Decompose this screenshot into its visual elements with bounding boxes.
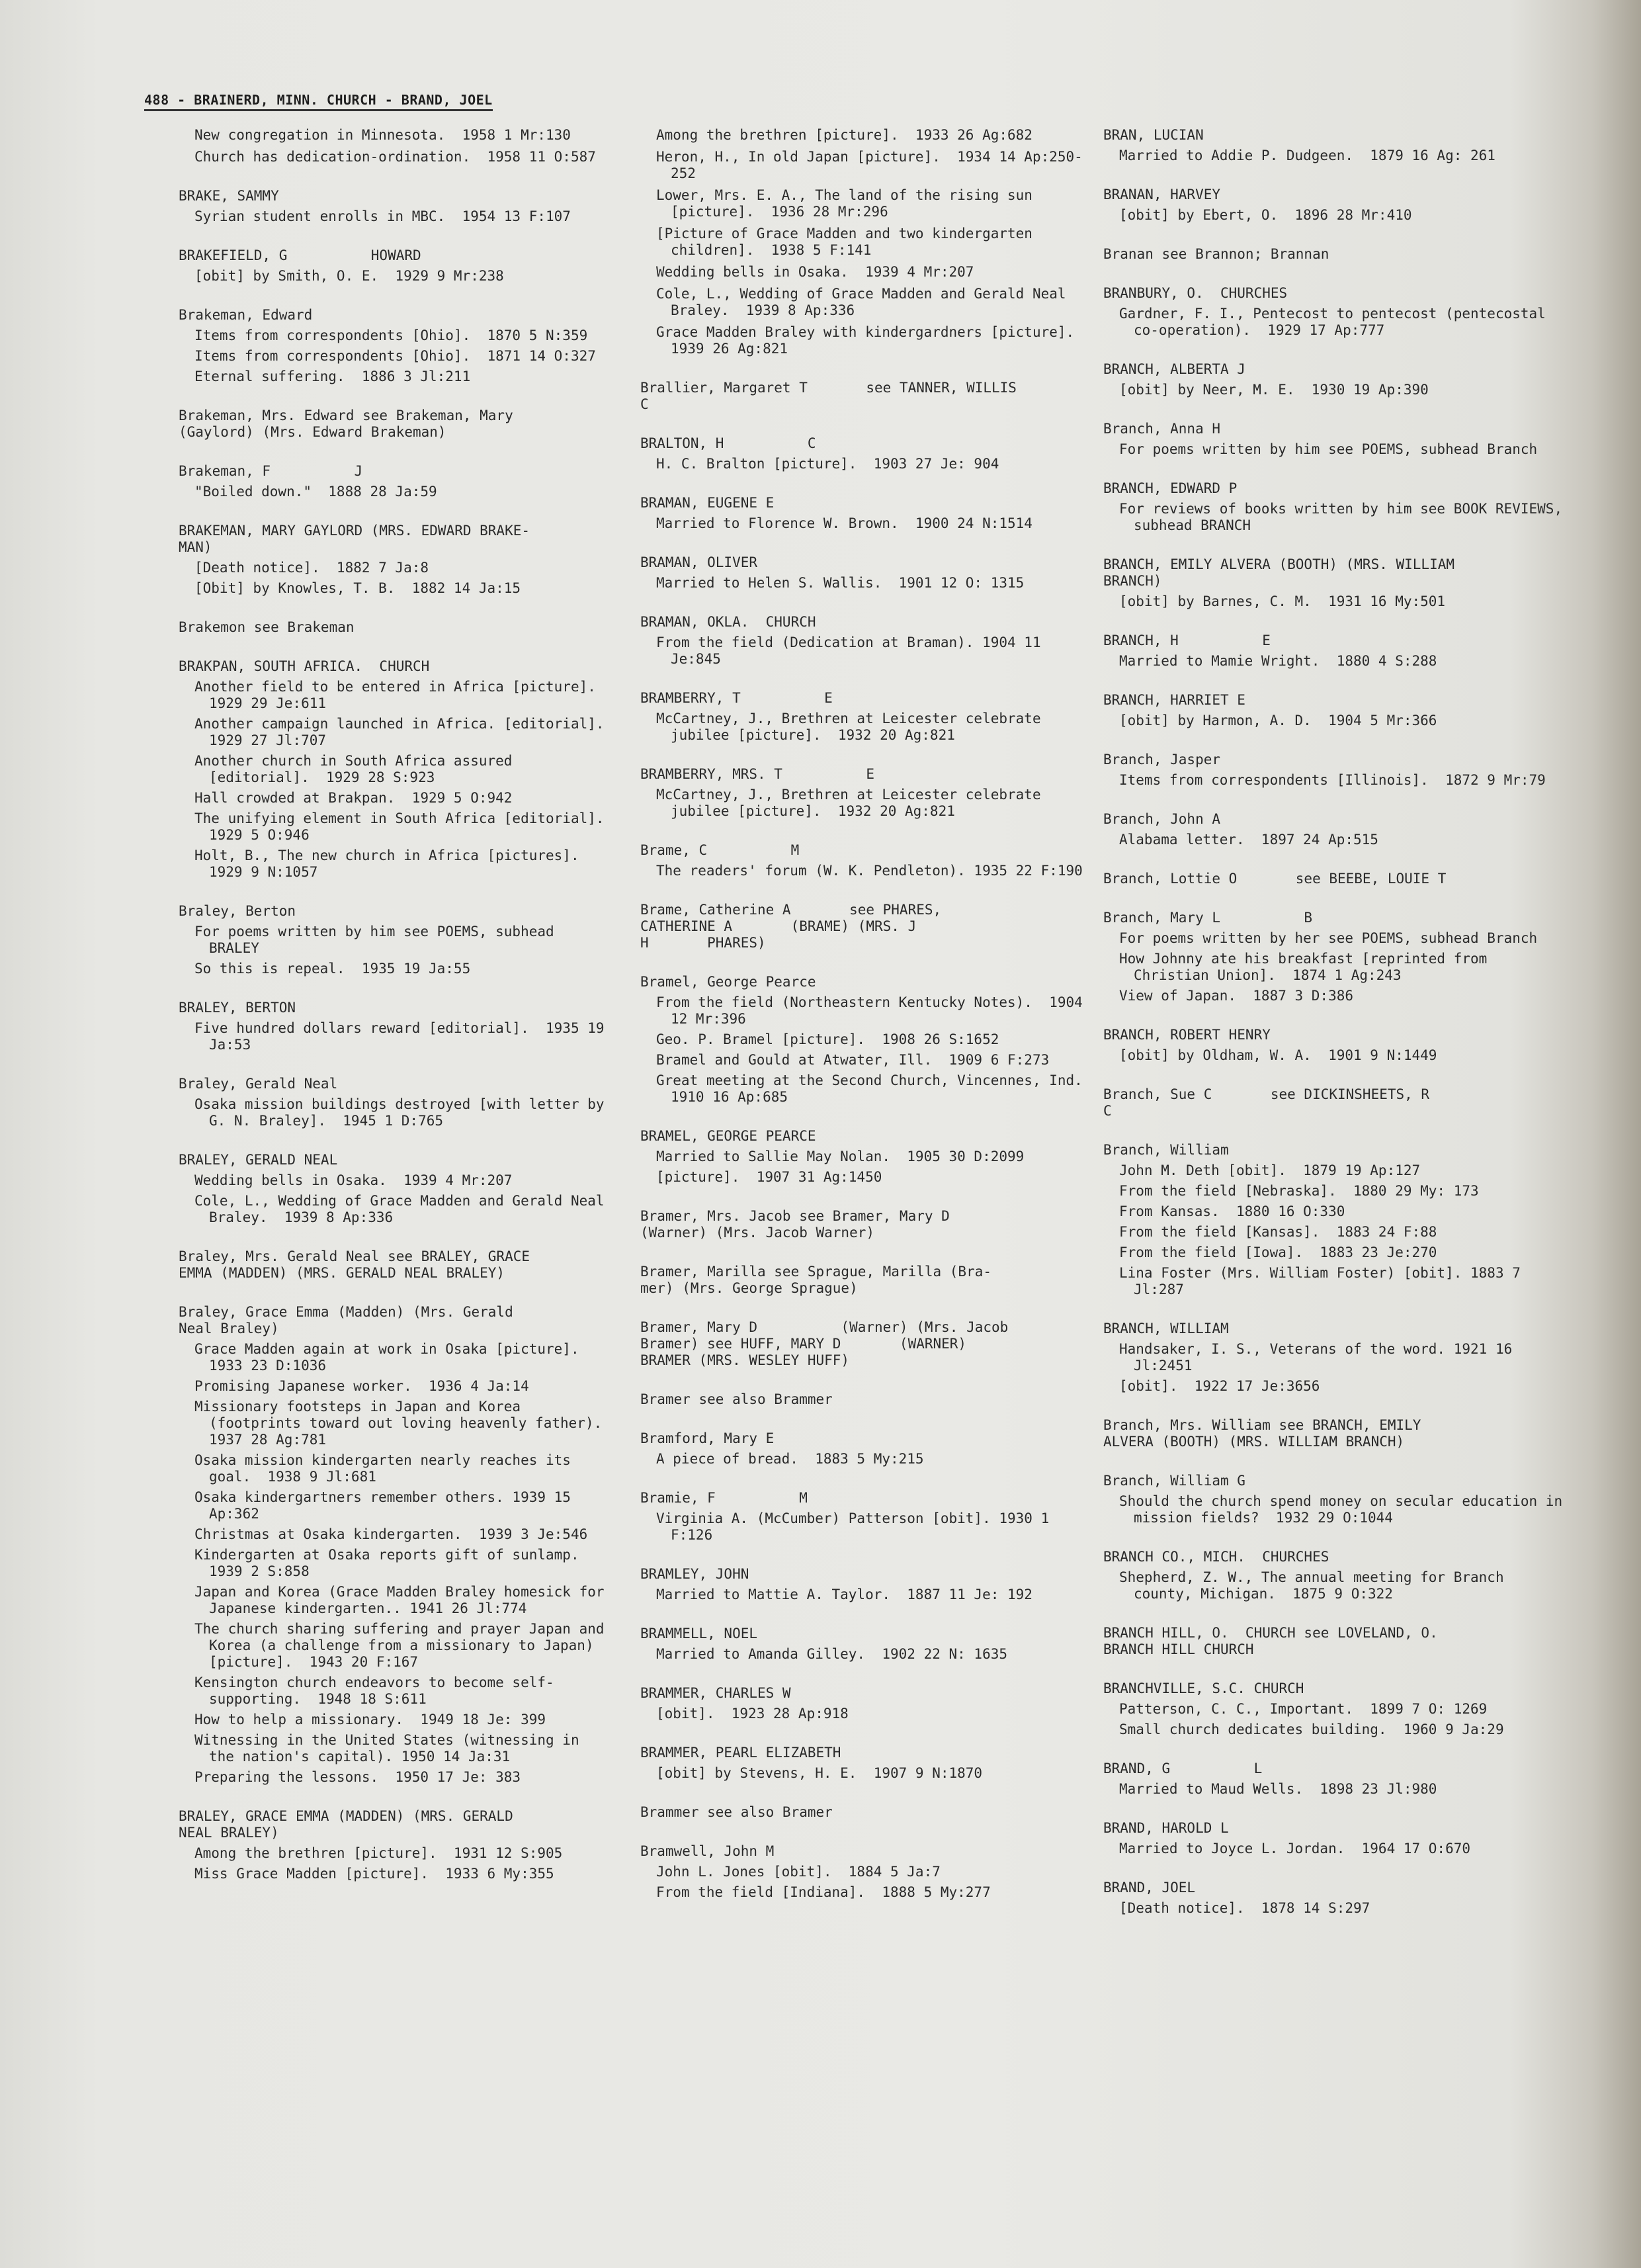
- entry-reference: Married to Maud Wells. 1898 23 Jl:980: [1119, 1781, 1437, 1797]
- entry-reference: Bramel and Gould at Atwater, Ill. 1909 6 F:273: [656, 1052, 1050, 1068]
- entry-heading: Brame, C M: [640, 842, 800, 858]
- entry-heading: BRANAN, HARVEY: [1103, 187, 1221, 202]
- index-entry: [1103, 1321, 1566, 1395]
- index-entry: [179, 1304, 619, 1786]
- entry-reference: From the field (Northeastern Kentucky Notes). 1904 12 Mr:396: [656, 994, 1091, 1027]
- entry-heading: Bramford, Mary E: [640, 1430, 775, 1446]
- index-entry: [1103, 811, 1566, 848]
- entry-reference: Lina Foster (Mrs. William Foster) [obit]. 1883 7 Jl:287: [1119, 1265, 1529, 1297]
- index-entry: [1103, 1549, 1566, 1602]
- entry-heading: BRAKPAN, SOUTH AFRICA. CHURCH: [179, 658, 430, 674]
- entry-heading: BRAKEFIELD, G HOWARD: [179, 247, 421, 263]
- entry-reference: John L. Jones [obit]. 1884 5 Ja:7: [656, 1864, 941, 1880]
- entry-reference: Items from correspondents [Ohio]. 1871 14 O:327: [194, 348, 596, 364]
- index-entry: [1103, 1473, 1571, 1526]
- entry-reference: McCartney, J., Brethren at Leicester celebrate jubilee [picture]. 1932 20 Ag:821: [656, 787, 1050, 819]
- entry-heading: Branan see Brannon; Brannan: [1103, 246, 1329, 262]
- entry-reference: Married to Mattie A. Taylor. 1887 11 Je: 192: [656, 1587, 1032, 1602]
- entry-reference: Kensington church endeavors to become self-supporting. 1948 18 S:611: [194, 1675, 554, 1707]
- entry-reference: Church has dedication-ordination. 1958 11 O:587: [194, 149, 596, 165]
- entry-reference: View of Japan. 1887 3 D:386: [1119, 988, 1354, 1004]
- index-entry: [640, 1430, 1090, 1467]
- entry-reference: Miss Grace Madden [picture]. 1933 6 My:355: [194, 1866, 554, 1882]
- entry-reference: Missionary footsteps in Japan and Korea (footprints toward out loving heavenly father). 1937 28 Ag:781: [194, 1399, 619, 1448]
- entry-heading: BRAMAN, OLIVER: [640, 554, 758, 570]
- entry-heading: Branch, William G: [1103, 1473, 1245, 1489]
- index-entry: [1103, 1086, 1566, 1119]
- entry-heading: BRAMAN, EUGENE E: [640, 495, 775, 511]
- index-entry: [179, 523, 609, 597]
- entry-reference: Patterson, C. C., Important. 1899 7 O: 1269: [1119, 1701, 1488, 1717]
- entry-heading: Braley, Grace Emma (Madden) (Mrs. Gerald Neal Braley): [179, 1304, 513, 1336]
- column-3: [1103, 127, 1571, 1939]
- index-entry: [1103, 910, 1566, 1004]
- index-entry: [179, 127, 609, 165]
- entry-heading: Bramie, F M: [640, 1490, 808, 1506]
- entry-reference: Married to Helen S. Wallis. 1901 12 O: 1315: [656, 575, 1025, 591]
- entry-heading: BRAKE, SAMMY: [179, 188, 279, 204]
- index-entry: [1103, 871, 1566, 887]
- entry-reference: Virginia A. (McCumber) Patterson [obit]. 1930 1 F:126: [656, 1510, 1058, 1543]
- index-entry: [1103, 1142, 1566, 1298]
- entry-heading: Braley, Mrs. Gerald Neal see BRALEY, GRACE EMMA (MADDEN) (MRS. GERALD NEAL BRALEY): [179, 1248, 530, 1281]
- entry-heading: Brakemon see Brakeman: [179, 619, 355, 635]
- index-entry: [640, 1128, 1090, 1186]
- index-entry: [640, 1804, 1090, 1821]
- column-2: [640, 127, 1100, 1923]
- entry-heading: BRAMMER, PEARL ELIZABETH: [640, 1745, 841, 1761]
- entry-heading: BRAKEMAN, MARY GAYLORD (MRS. EDWARD BRAKE- MAN): [179, 523, 530, 555]
- entry-reference: [obit] by Harmon, A. D. 1904 5 Mr:366: [1119, 713, 1437, 728]
- entry-heading: Branch, Mrs. William see BRANCH, EMILY ALVERA (BOOTH) (MRS. WILLIAM BRANCH): [1103, 1417, 1421, 1450]
- entry-reference: From Kansas. 1880 16 O:330: [1119, 1203, 1345, 1219]
- entry-reference: Geo. P. Bramel [picture]. 1908 26 S:1652: [656, 1031, 999, 1047]
- entry-heading: Braley, Berton: [179, 903, 296, 919]
- index-entry: [640, 1685, 1090, 1722]
- entry-reference: Shepherd, Z. W., The annual meeting for Branch county, Michigan. 1875 9 O:322: [1119, 1569, 1513, 1602]
- entry-heading: Branch, Sue C see DICKINSHEETS, R C: [1103, 1086, 1430, 1119]
- entry-reference: Promising Japanese worker. 1936 4 Ja:14: [194, 1378, 529, 1394]
- index-entry: [640, 974, 1100, 1106]
- entry-heading: BRALEY, GERALD NEAL: [179, 1152, 338, 1168]
- index-entry: [1103, 127, 1566, 164]
- entry-reference: Osaka mission buildings destroyed [with letter by G. N. Braley]. 1945 1 D:765: [194, 1096, 613, 1129]
- entry-reference: Syrian student enrolls in MBC. 1954 13 F:107: [194, 208, 571, 224]
- index-entry: [1103, 692, 1566, 729]
- entry-reference: Hall crowded at Brakpan. 1929 5 O:942: [194, 790, 513, 806]
- entry-heading: Branch, Jasper: [1103, 752, 1221, 767]
- entry-heading: BRANCH HILL, O. CHURCH see LOVELAND, O. BRANCH HILL CHURCH: [1103, 1625, 1438, 1657]
- entry-heading: BRAMMER, CHARLES W: [640, 1685, 791, 1701]
- entry-reference: [obit] by Stevens, H. E. 1907 9 N:1870: [656, 1765, 983, 1781]
- entry-reference: Grace Madden Braley with kindergardners [picture]. 1939 26 Ag:821: [656, 324, 1091, 357]
- index-entry: [1103, 187, 1566, 224]
- entry-reference: [Death notice]. 1882 7 Ja:8: [194, 560, 429, 576]
- index-entry: [179, 463, 609, 500]
- entry-reference: [Death notice]. 1878 14 S:297: [1119, 1900, 1370, 1916]
- index-entry: [1103, 1880, 1566, 1917]
- index-entry: [179, 1152, 613, 1226]
- entry-heading: Bramer, Marilla see Sprague, Marilla (Bra- mer) (Mrs. George Sprague): [640, 1264, 992, 1296]
- index-entry: [640, 1319, 1090, 1369]
- entry-heading: BRANCH, ROBERT HENRY: [1103, 1027, 1271, 1043]
- index-entry: [640, 614, 1090, 668]
- entry-reference: Preparing the lessons. 1950 17 Je: 383: [194, 1769, 521, 1785]
- entry-reference: New congregation in Minnesota. 1958 1 Mr:130: [194, 127, 571, 143]
- index-entry: [179, 1076, 613, 1129]
- entry-reference: Japan and Korea (Grace Madden Braley homesick for Japanese kindergarten.. 1941 26 Jl:774: [194, 1584, 613, 1616]
- entry-heading: BRAMBERRY, T E: [640, 690, 833, 706]
- index-entry: [640, 495, 1090, 532]
- entry-reference: A piece of bread. 1883 5 My:215: [656, 1451, 924, 1467]
- entry-reference: Items from correspondents [Illinois]. 1872 9 Mr:79: [1119, 772, 1546, 788]
- entry-reference: Alabama letter. 1897 24 Ap:515: [1119, 832, 1378, 848]
- entry-heading: Bramwell, John M: [640, 1843, 775, 1859]
- entry-reference: [obit] by Neer, M. E. 1930 19 Ap:390: [1119, 382, 1429, 398]
- index-entry: [1103, 480, 1571, 534]
- entry-heading: Braley, Gerald Neal: [179, 1076, 338, 1092]
- entry-reference: For reviews of books written by him see BOOK REVIEWS, subhead BRANCH: [1119, 501, 1571, 533]
- entry-reference: [obit] by Smith, O. E. 1929 9 Mr:238: [194, 268, 504, 284]
- entry-reference: Wedding bells in Osaka. 1939 4 Mr:207: [194, 1172, 513, 1188]
- index-entry: [179, 307, 609, 385]
- entry-reference: Heron, H., In old Japan [picture]. 1934 14 Ap:250-252: [656, 149, 1083, 181]
- entry-reference: How Johnny ate his breakfast [reprinted from Christian Union]. 1874 1 Ag:243: [1119, 951, 1495, 983]
- entry-reference: How to help a missionary. 1949 18 Je: 399: [194, 1712, 546, 1727]
- entry-reference: Married to Joyce L. Jordan. 1964 17 O:670: [1119, 1841, 1471, 1856]
- index-entry: [640, 1264, 1090, 1297]
- entry-reference: From the field [Nebraska]. 1880 29 My: 173: [1119, 1183, 1479, 1199]
- entry-reference: Married to Addie P. Dudgeen. 1879 16 Ag: 261: [1119, 148, 1495, 163]
- entry-reference: [obit]. 1923 28 Ap:918: [656, 1706, 849, 1722]
- index-entry: [1103, 1680, 1566, 1738]
- index-entry: [640, 380, 1090, 413]
- entry-reference: [picture]. 1907 31 Ag:1450: [656, 1169, 882, 1185]
- entry-reference: Items from correspondents [Ohio]. 1870 5 N:359: [194, 327, 588, 343]
- entry-reference: [obit]. 1922 17 Je:3656: [1119, 1378, 1320, 1394]
- index-entry: [1103, 632, 1566, 670]
- entry-heading: BRAND, G L: [1103, 1761, 1263, 1776]
- entry-heading: BRAN, LUCIAN: [1103, 127, 1204, 143]
- index-entry: [1103, 1820, 1566, 1857]
- index-entry: [640, 554, 1090, 591]
- index-entry: [1103, 1761, 1566, 1798]
- entry-reference: From the field [Kansas]. 1883 24 F:88: [1119, 1224, 1437, 1240]
- index-entry: [640, 1208, 1090, 1241]
- entry-reference: Should the church spend money on secular education in mission fields? 1932 29 O:1044: [1119, 1493, 1571, 1526]
- entry-heading: BRANCH, ALBERTA J: [1103, 361, 1245, 377]
- entry-heading: BRAMAN, OKLA. CHURCH: [640, 614, 816, 630]
- entry-reference: [obit] by Oldham, W. A. 1901 9 N:1449: [1119, 1047, 1437, 1063]
- entry-reference: Handsaker, I. S., Veterans of the word. 1921 16 Jl:2451: [1119, 1341, 1521, 1374]
- entry-reference: From the field [Iowa]. 1883 23 Je:270: [1119, 1244, 1437, 1260]
- entry-reference: H. C. Bralton [picture]. 1903 27 Je: 904: [656, 456, 999, 472]
- entry-heading: BRAND, HAROLD L: [1103, 1820, 1229, 1836]
- entry-reference: "Boiled down." 1888 28 Ja:59: [194, 484, 437, 500]
- index-entry: [1103, 1027, 1566, 1064]
- index-entry: [179, 619, 609, 636]
- entry-reference: Among the brethren [picture]. 1931 12 S:905: [194, 1845, 563, 1861]
- entry-heading: Bramer, Mrs. Jacob see Bramer, Mary D (Warner) (Mrs. Jacob Warner): [640, 1208, 950, 1241]
- entry-heading: Brakeman, Mrs. Edward see Brakeman, Mary (Gaylord) (Mrs. Edward Brakeman): [179, 408, 513, 440]
- index-entry: [640, 1391, 1090, 1408]
- entry-reference: [obit] by Ebert, O. 1896 28 Mr:410: [1119, 207, 1412, 223]
- entry-heading: BRAND, JOEL: [1103, 1880, 1196, 1896]
- entry-heading: BRANCH, H E: [1103, 632, 1271, 648]
- index-entry: [179, 1248, 609, 1282]
- entry-heading: Branch, John A: [1103, 811, 1221, 827]
- entry-heading: BRALEY, GRACE EMMA (MADDEN) (MRS. GERALD NEAL BRALEY): [179, 1808, 513, 1841]
- entry-heading: Branch, Anna H: [1103, 421, 1221, 437]
- entry-reference: [Obit] by Knowles, T. B. 1882 14 Ja:15: [194, 580, 521, 596]
- index-entry: [179, 1808, 609, 1882]
- column-1: [179, 127, 621, 1905]
- entry-reference: [obit] by Barnes, C. M. 1931 16 My:501: [1119, 593, 1446, 609]
- index-entry: [1103, 361, 1566, 398]
- entry-reference: Married to Sallie May Nolan. 1905 30 D:2099: [656, 1149, 1025, 1164]
- entry-reference: From the field [Indiana]. 1888 5 My:277: [656, 1884, 991, 1900]
- entry-heading: BRANCHVILLE, S.C. CHURCH: [1103, 1680, 1304, 1696]
- index-entry: [640, 1745, 1090, 1782]
- entry-reference: Eternal suffering. 1886 3 Jl:211: [194, 369, 471, 384]
- entry-heading: Brame, Catherine A see PHARES, CATHERINE A (BRAME) (MRS. J H PHARES): [640, 902, 942, 951]
- index-entry: [640, 902, 1090, 951]
- entry-heading: Branch, Lottie O see BEEBE, LOUIE T: [1103, 871, 1447, 887]
- entry-heading: Branch, William: [1103, 1142, 1229, 1158]
- entry-reference: Small church dedicates building. 1960 9 Ja:29: [1119, 1722, 1504, 1737]
- index-entry: [640, 842, 1090, 879]
- entry-reference: Gardner, F. I., Pentecost to pentecost (pentecostal co-operation). 1929 17 Ap:777: [1119, 306, 1554, 338]
- index-entry: [640, 690, 1090, 744]
- entry-heading: Brakeman, Edward: [179, 307, 313, 323]
- index-entry: [179, 188, 609, 225]
- entry-heading: BRANCH, WILLIAM: [1103, 1321, 1229, 1336]
- index-entry: [1103, 556, 1566, 610]
- entry-reference: The church sharing suffering and prayer Japan and Korea (a challenge from a missionary to Japan) [picture]. 1943 20 F:167: [194, 1621, 613, 1670]
- index-entry: [640, 1843, 1090, 1901]
- entry-heading: BRALTON, H C: [640, 435, 816, 451]
- index-entry: [640, 1566, 1090, 1603]
- index-entry: [1103, 1417, 1566, 1450]
- entry-heading: Brammer see also Bramer: [640, 1804, 833, 1820]
- entry-reference: Cole, L., Wedding of Grace Madden and Gerald Neal Braley. 1939 8 Ap:336: [656, 286, 1075, 318]
- entry-reference: Great meeting at the Second Church, Vincennes, Ind. 1910 16 Ap:685: [656, 1072, 1100, 1105]
- entry-reference: For poems written by him see POEMS, subhead Branch: [1119, 441, 1538, 457]
- entry-heading: BRANBURY, O. CHURCHES: [1103, 285, 1288, 301]
- index-entry: [1103, 1625, 1566, 1658]
- entry-heading: BRANCH, EMILY ALVERA (BOOTH) (MRS. WILLIAM BRANCH): [1103, 556, 1455, 589]
- entry-reference: McCartney, J., Brethren at Leicester celebrate jubilee [picture]. 1932 20 Ag:821: [656, 711, 1050, 743]
- index-entry: [179, 408, 609, 441]
- index-entry: [1103, 752, 1566, 789]
- entry-reference: Osaka mission kindergarten nearly reaches its goal. 1938 9 Jl:681: [194, 1452, 579, 1485]
- entry-reference: Married to Amanda Gilley. 1902 22 N: 1635: [656, 1646, 1008, 1662]
- entry-heading: BRANCH, EDWARD P: [1103, 480, 1238, 496]
- entry-heading: BRAMMELL, NOEL: [640, 1626, 758, 1641]
- index-entry: [640, 1626, 1090, 1663]
- entry-heading: Bramer see also Brammer: [640, 1391, 833, 1407]
- entry-reference: Witnessing in the United States (witnessing in the nation's capital). 1950 14 Ja:31: [194, 1732, 588, 1765]
- entry-reference: Another campaign launched in Africa. [editorial]. 1929 27 Jl:707: [194, 716, 621, 748]
- entry-heading: BRANCH, HARRIET E: [1103, 692, 1245, 708]
- index-entry: [640, 1490, 1090, 1544]
- entry-heading: BRAMBERRY, MRS. T E: [640, 766, 875, 782]
- entry-reference: So this is repeal. 1935 19 Ja:55: [194, 961, 471, 977]
- entry-heading: BRALEY, BERTON: [179, 1000, 296, 1016]
- entry-heading: BRAMLEY, JOHN: [640, 1566, 749, 1582]
- index-entry: [640, 435, 1090, 472]
- page-header: 488 - BRAINERD, MINN. CHURCH - BRAND, JOEL: [144, 91, 493, 111]
- index-entry: [1103, 421, 1566, 458]
- entry-reference: Osaka kindergartners remember others. 1939 15 Ap:362: [194, 1489, 579, 1522]
- entry-reference: For poems written by her see POEMS, subhead Branch: [1119, 930, 1538, 946]
- index-entry: [640, 766, 1090, 820]
- entry-reference: Christmas at Osaka kindergarten. 1939 3 Je:546: [194, 1526, 588, 1542]
- entry-heading: Brallier, Margaret T see TANNER, WILLIS C: [640, 380, 1017, 412]
- entry-reference: Another church in South Africa assured [editorial]. 1929 28 S:923: [194, 753, 521, 785]
- entry-heading: Branch, Mary L B: [1103, 910, 1313, 926]
- entry-heading: Bramel, George Pearce: [640, 974, 816, 990]
- entry-reference: Grace Madden again at work in Osaka [picture]. 1933 23 D:1036: [194, 1341, 596, 1374]
- entry-reference: Wedding bells in Osaka. 1939 4 Mr:207: [656, 264, 974, 280]
- entry-reference: Kindergarten at Osaka reports gift of sunlamp. 1939 2 S:858: [194, 1547, 596, 1579]
- entry-heading: BRAMEL, GEORGE PEARCE: [640, 1128, 816, 1144]
- index-entry: [179, 247, 609, 284]
- index-entry: [179, 658, 621, 881]
- entry-reference: Another field to be entered in Africa [picture]. 1929 29 Je:611: [194, 679, 613, 711]
- entry-reference: Cole, L., Wedding of Grace Madden and Gerald Neal Braley. 1939 8 Ap:336: [194, 1193, 613, 1225]
- index-entry: [179, 903, 609, 977]
- entry-reference: Among the brethren [picture]. 1933 26 Ag:682: [656, 127, 1032, 143]
- entry-reference: Five hundred dollars reward [editorial]. 1935 19 Ja:53: [194, 1020, 613, 1053]
- index-entry: [1103, 285, 1566, 339]
- entry-reference: Married to Mamie Wright. 1880 4 S:288: [1119, 653, 1437, 669]
- index-entry: [179, 1000, 613, 1053]
- entry-reference: Holt, B., The new church in Africa [pictures]. 1929 9 N:1057: [194, 848, 596, 880]
- index-entry: [640, 127, 1090, 357]
- entry-heading: BRANCH CO., MICH. CHURCHES: [1103, 1549, 1329, 1565]
- entry-reference: John M. Deth [obit]. 1879 19 Ap:127: [1119, 1162, 1421, 1178]
- entry-heading: Bramer, Mary D (Warner) (Mrs. Jacob Bramer) see HUFF, MARY D (WARNER) BRAMER (MRS. WESLEY HUFF): [640, 1319, 1009, 1368]
- entry-reference: From the field (Dedication at Braman). 1904 11 Je:845: [656, 634, 1050, 667]
- entry-reference: Lower, Mrs. E. A., The land of the rising sun [picture]. 1936 28 Mr:296: [656, 187, 1041, 220]
- entry-reference: Married to Florence W. Brown. 1900 24 N:1514: [656, 515, 1032, 531]
- entry-reference: The unifying element in South Africa [editorial]. 1929 5 O:946: [194, 810, 621, 843]
- entry-reference: For poems written by him see POEMS, subhead BRALEY: [194, 924, 563, 956]
- index-entry: [1103, 246, 1566, 263]
- entry-heading: Brakeman, F J: [179, 463, 363, 479]
- entry-reference: [Picture of Grace Madden and two kindergarten children]. 1938 5 F:141: [656, 226, 1041, 258]
- entry-reference: The readers' forum (W. K. Pendleton). 1935 22 F:190: [656, 863, 1083, 879]
